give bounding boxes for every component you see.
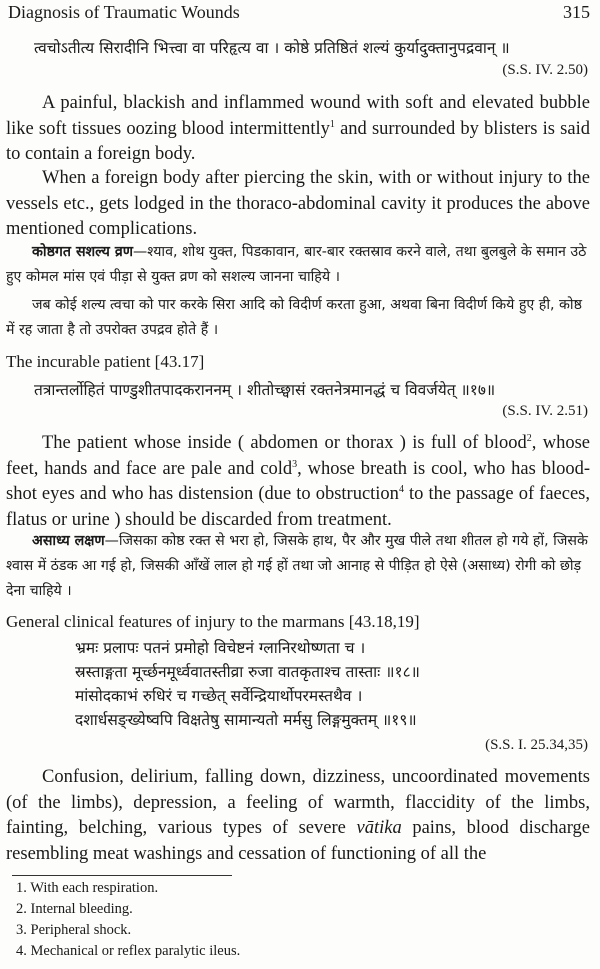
footnote-4: 4. Mechanical or reflex paralytic ileus. [16, 943, 241, 959]
hindi-paragraph-3: असाध्य लक्षण—जिसका कोष्ठ रक्त से भरा हो, जिसके हाथ, पैर और मुख पीले तथा शीतल हो गये हों, जिसके श्वास में ठंडक आ गई हो, जिसकी आँखें लाल हो गई हों तथा जो आनाह से पीड़ित हो ऐसे (असाध्य) रोगी को छोड़ देना चाहिये । [6, 533, 588, 599]
hindi-paragraph-1: कोष्ठगत सशल्य व्रण—श्याव, शोथ युक्त, पिडकावान, बार-बार रक्तस्राव करने वाले, तथा बुलबुले के समान उठे हुए कोमल मांस एवं पीड़ा से युक्त व्रण को सशल्य जानना चाहिये । [6, 244, 587, 285]
paragraph-3: The patient whose inside ( abdomen or thorax ) is full of blood$^2$, whose feet, hands and face are pale and cold$^3$, whose breath is cool, who has blood-shot eyes and who has distension (due to obstruction$^4$ to the passage of faeces, flatus or urine ) should be discarded from treatment. [6, 432, 590, 530]
footnote-marker: 3 [292, 458, 298, 470]
footnote-divider [12, 875, 232, 876]
sanskrit-verses [75, 636, 590, 732]
paragraph-2: When a foreign body after piercing the skin, with or without injury to the vessels etc., gets lodged in the thoraco-abdominal cavity it produces the above mentioned complications. [6, 168, 590, 239]
paragraph-4: Confusion, delirium, falling down, dizziness, uncoordinated movements (of the limbs), depression, a feeling of warmth, flaccidity of the limbs, fainting, belching, various types of severe vātika pains, blood discharge resembling meat washings and cessation of functioning of all the [6, 767, 590, 864]
verse-line: मांसोदकाभं रुधिरं च गच्छेत् सर्वेन्द्रियार्थोपरमस्तथैव । [75, 687, 363, 705]
footnote-marker: 2 [526, 432, 532, 444]
verse-line: स्रस्ताङ्गता मूर्च्छनमूर्ध्ववातस्तीव्रा रुजा वातकृताश्च तास्ताः ॥१८॥ [75, 663, 420, 681]
section-heading-1: The incurable patient [43.17] [6, 352, 205, 371]
hindi-paragraph-2: जब कोई शल्य त्वचा को पार करके सिरा आदि को विदीर्ण करता हुआ, अथवा बिना विदीर्ण किये हुए ही, कोष्ठ में रह जाता है तो उपरोक्त उपद्रव होते हैं । [6, 297, 582, 338]
footnote-1: 1. With each respiration. [16, 880, 159, 896]
running-title: Diagnosis of Traumatic Wounds [8, 2, 240, 22]
section-heading-2: General clinical features of injury to the marmans [43.18,19] [6, 612, 420, 631]
page-number: 315 [563, 2, 590, 22]
footnote-marker: 1 [329, 118, 335, 130]
verse-line: भ्रमः प्रलापः पतनं प्रमोहो विचेष्टनं ग्लानिरथोष्णता च । [75, 639, 366, 657]
sanskrit-verse-1: त्वचोऽतीत्य सिरादीनि भित्त्वा वा परिहृत्य वा । कोष्ठे प्रतिष्ठितं शल्यं कुर्यादुक्तानुपद्रवान् ॥ [34, 39, 510, 57]
sanskrit-verse-2: तत्रान्तर्लोहितं पाण्डुशीतपादकराननम् । शीतोच्छ्वासं रक्तनेत्रमानद्धं च विवर्जयेत् ॥१७॥ [34, 381, 496, 399]
reference-2: (S.S. IV. 2.51) [502, 403, 588, 419]
reference-1: (S.S. IV. 2.50) [502, 62, 588, 78]
reference-3: (S.S. I. 25.34,35) [485, 737, 588, 753]
paragraph-1: A painful, blackish and inflammed wound with soft and elevated bubble like soft tissues oozing blood intermittently$^1$ and surrounded by blisters is said to contain a foreign body. [6, 93, 590, 164]
page-header [8, 2, 590, 24]
hindi-label: कोष्ठगत सशल्य व्रण [32, 244, 133, 260]
footnote-marker: 4 [398, 483, 404, 495]
verse-line: दशार्धसङ्ख्येष्वपि विक्षतेषु सामान्यतो मर्मसु लिङ्गमुक्तम् ॥१९॥ [75, 711, 417, 729]
hindi-label: असाध्य लक्षण [32, 533, 105, 549]
footnote-3: 3. Peripheral shock. [16, 922, 132, 938]
footnote-2: 2. Internal bleeding. [16, 901, 133, 917]
